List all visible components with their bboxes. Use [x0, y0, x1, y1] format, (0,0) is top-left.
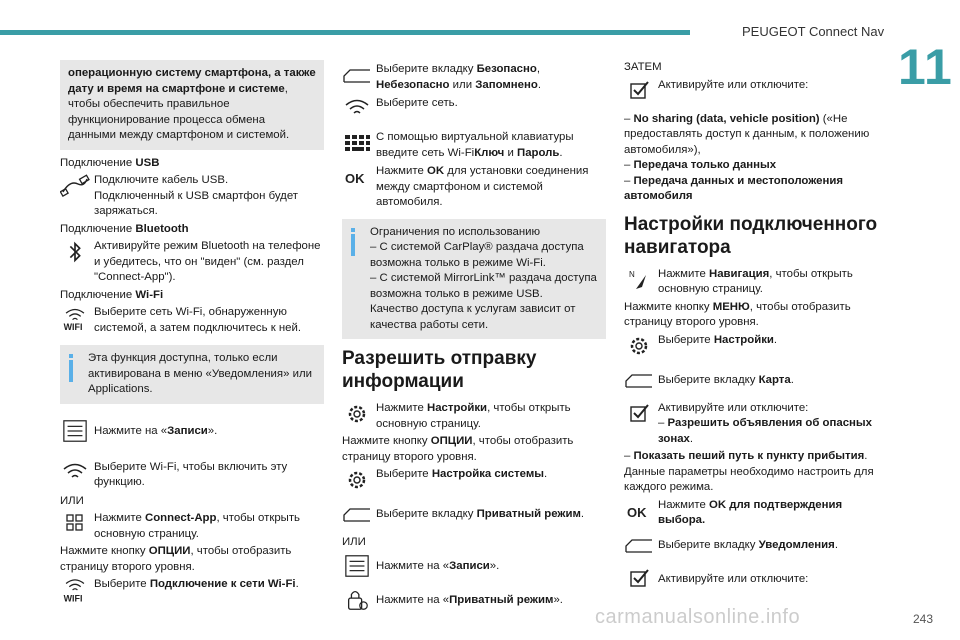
info-text: Эта функция доступна, только если активирована в меню «Уведомления» или Applications. [88, 352, 312, 395]
keyboard-icon [342, 130, 372, 156]
wifi-icon [60, 305, 90, 331]
notifications-tab-step: Выберите вкладку Уведомления. [624, 532, 890, 564]
ok-step: OK Нажмите OK для подтверждения выбора. [624, 498, 890, 530]
svg-text:OK: OK [345, 171, 365, 186]
checkbox-icon [624, 401, 654, 427]
toggle-text: Активируйте или отключите: [658, 78, 809, 91]
or-label: ИЛИ [342, 536, 366, 548]
bluetooth-step [60, 239, 324, 286]
wifi-title: Подключение Wi-Fi [60, 288, 164, 301]
checkbox-icon [624, 566, 654, 592]
section-heading: Настройки подключенного навигатора [624, 213, 878, 258]
enable-wifi-text: Выберите Wi-Fi, чтобы включить эту функцию. [94, 460, 288, 488]
toggle-text: Активируйте или отключите: [658, 572, 809, 585]
private-mode-step: Нажмите на «Приватный режим». [342, 587, 606, 619]
column-2 [342, 60, 606, 621]
privacy-lock-icon [342, 587, 372, 613]
list-icon [60, 418, 90, 444]
page-number: 243 [913, 612, 934, 626]
option-data-position: – Передача данных и местоположения автомобиля [624, 174, 843, 202]
tab-icon [624, 367, 654, 393]
usb-cable-icon [60, 173, 90, 199]
records-step: Нажмите на «Записи». [60, 418, 324, 450]
usb-step [60, 173, 324, 220]
option-no-sharing: – No sharing (data, vehicle position) («Не предоставлять доступ к данным, к положению автомобиля»), [624, 112, 870, 156]
smartphone-note [60, 60, 324, 150]
option-data-only: – Передача только данных [624, 159, 777, 171]
options-step: Нажмите кнопку ОПЦИИ, чтобы отобразить страницу второго уровня. [342, 435, 574, 463]
toggle-step: Активируйте или отключите: – Разрешить объявления об опасных зонах. [624, 401, 890, 448]
info-icon [69, 354, 73, 382]
info-line-2: – С системой MirrorLink™ раздача доступа возможна только в режиме USB. [370, 272, 597, 300]
info-title: Ограничения по использованию [370, 225, 541, 238]
wifi-label: WIFI [63, 593, 83, 603]
tab-icon [342, 501, 372, 527]
ok-icon [342, 164, 372, 190]
or-label: ИЛИ [60, 494, 84, 507]
ok-icon [624, 498, 654, 524]
records-step: Нажмите на «Записи». [342, 553, 606, 585]
enable-wifi-step [60, 460, 324, 492]
map-tab-step: Выберите вкладку Карта. [624, 367, 890, 399]
select-network-text: Выберите сеть. [376, 97, 458, 109]
note-bold: операционную систему смартфона, а также дату и время на смартфоне и системе [68, 67, 316, 95]
list-icon [342, 553, 372, 579]
keyboard-step: С помощью виртуальной клавиатуры введите сеть Wi-FiКлюч и Пароль. [342, 130, 606, 162]
column-1 [60, 60, 324, 611]
usb-text-2: Подключенный к USB смартфон будет заряжаться. [94, 189, 299, 217]
column-3 [624, 60, 890, 600]
toggle-step [624, 566, 890, 598]
system-settings-step: Выберите Настройка системы. [342, 467, 606, 499]
watermark: carmanualsonline.info [595, 606, 801, 628]
svg-text:OK: OK [627, 504, 647, 520]
per-mode-note: Данные параметры необходимо настроить для каждого режима. [624, 465, 874, 493]
gear-icon [624, 333, 654, 359]
security-tab-step: Выберите вкладку Безопасно, Небезопасно или Запомнено. [342, 62, 606, 94]
checkbox-icon [624, 78, 654, 104]
option-walking-path: – Показать пеший путь к пункту прибытия. [624, 450, 868, 462]
toggle-text: Активируйте или отключите: [658, 401, 809, 414]
navigation-arrow-icon [624, 267, 654, 293]
ok-step: OK Нажмите OK для установки соединения между смартфоном и системой автомобиля. [342, 164, 606, 211]
settings-step: Выберите Настройки. [624, 333, 890, 365]
info-line-1: – С системой CarPlay® раздача доступа возможна только в режиме Wi-Fi. [370, 241, 584, 269]
bluetooth-icon [60, 239, 90, 265]
bluetooth-text: Активируйте режим Bluetooth на телефоне и убедитесь, что он "виден" (см. раздел "Connect-App"). [94, 240, 321, 283]
info-line-3: Качество доступа к услугам зависит от качества работы сети. [370, 303, 576, 331]
chapter-number: 11 [898, 39, 953, 95]
wifi-icon [342, 96, 372, 122]
usb-text-1: Подключите кабель USB. [94, 174, 229, 186]
toggle-step [624, 78, 890, 110]
connect-app-step: Нажмите Connect-App, чтобы открыть основную страницу. [60, 511, 324, 542]
gear-icon [342, 467, 372, 493]
menu-step: Нажмите кнопку МЕНЮ, чтобы отобразить страницу второго уровня. [624, 300, 851, 328]
wifi-icon [60, 460, 90, 486]
wifi-step [60, 305, 324, 337]
options-step: Нажмите кнопку ОПЦИИ, чтобы отобразить страницу второго уровня. [60, 545, 292, 573]
note-text: , чтобы обеспечить правильное функционирование процесса обмена данными между смартфоном и системой. [68, 82, 290, 141]
brand-title: PEUGEOT Connect Nav [742, 24, 885, 39]
navigation-step: N Нажмите Навигация, чтобы открыть основную страницу. [624, 267, 890, 298]
usb-title: Подключение USB [60, 156, 160, 169]
info-box-limits [342, 219, 606, 340]
section-heading: Разрешить отправку информации [342, 348, 537, 392]
bluetooth-title: Подключение Bluetooth [60, 222, 189, 235]
info-box-notifications [60, 345, 324, 404]
tab-icon [342, 62, 372, 88]
wifi-text: Выберите сеть Wi-Fi, обнаруженную системой, а затем подключитесь к ней. [94, 306, 302, 334]
svg-text:N: N [629, 269, 635, 279]
wifi-icon [60, 577, 90, 603]
wifi-connect-step: WIFI Выберите Подключение к сети Wi-Fi. [60, 577, 324, 609]
select-network-step [342, 96, 606, 128]
private-tab-step: Выберите вкладку Приватный режим. [342, 501, 606, 533]
info-icon [351, 228, 355, 256]
wifi-label: WIFI [63, 322, 83, 331]
gear-icon [342, 401, 372, 427]
tab-icon [624, 532, 654, 558]
top-accent-bar [0, 30, 690, 35]
then-label: ЗАТЕМ [624, 61, 662, 73]
apps-grid-icon [60, 511, 90, 537]
settings-step: Нажмите Настройки, чтобы открыть основную страницу. [342, 401, 606, 432]
